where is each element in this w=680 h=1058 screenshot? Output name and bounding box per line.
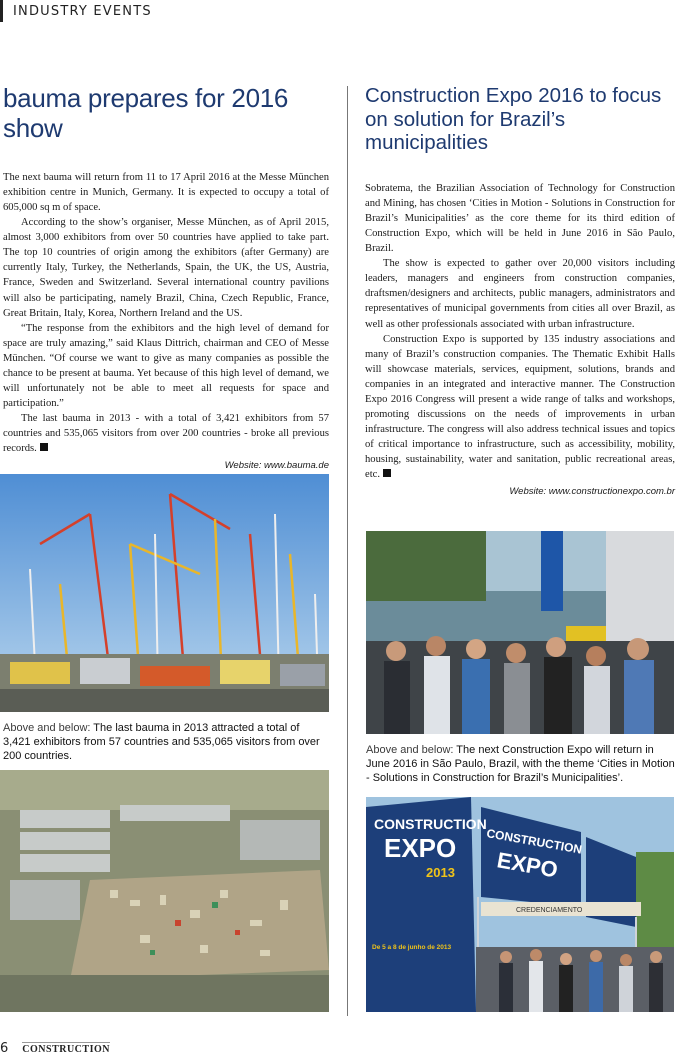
- section-tag: [0, 0, 152, 22]
- expo-website[interactable]: Website: www.constructionexpo.com.br: [509, 485, 675, 497]
- bauma-paragraph-4-text: The last bauma in 2013 - with a total of 3,421 exhibitors from 57 countries and 535,065 visitors from over 200 countries - broke all previous records.: [3, 413, 329, 455]
- bauma-body: [3, 170, 329, 457]
- expo-entrance-photo: [366, 797, 674, 1012]
- section-label: INDUSTRY EVENTS: [13, 3, 152, 19]
- expo-headline: Construction Expo 2016 to focus on solution for Brazil’s municipalities: [365, 84, 662, 155]
- expo-paragraph-1: Sobratema, the Brazilian Association of Technology for Construction and Mining, has chosen ‘Cities in Motion - Solutions in Construction for Brazil’s Municipalities’ as the core theme for its third edition of Construction Expo, which will be held in June 2016 in São Paulo, Brazil.: [365, 182, 675, 255]
- banner-word-1: CONSTRUCTION: [374, 816, 487, 832]
- bauma-paragraph-1: The next bauma will return from 11 to 17 April 2016 at the Messe München exhibition centre in Munich, Germany. It is expected to occupy a total of 605,000 sq m of space.: [3, 171, 329, 213]
- bauma-aerial-photo: [0, 770, 329, 1012]
- expo-paragraph-3: [365, 332, 675, 483]
- bauma-article: [3, 84, 329, 471]
- bauma-caption-text: The last bauma in 2013 attracted a total of 3,421 exhibitors from 57 countries and 535,065 visitors from over 200 countries.: [3, 722, 320, 762]
- end-of-article-mark: [383, 469, 391, 477]
- page-number: 6: [0, 1040, 9, 1056]
- bauma-caption-lead: Above and below:: [3, 722, 91, 734]
- expo-caption-lead: Above and below:: [366, 744, 454, 756]
- svg-text:EXPO: EXPO: [495, 847, 560, 883]
- bauma-caption: [3, 721, 329, 763]
- end-of-article-mark: [40, 443, 48, 451]
- expo-paragraph-2: The show is expected to gather over 20,000 visitors including leaders, managers and engineers from construction companies, draftsmen/designers and architects, public managers, administrators and representatives of municipal governments from cities all over Brazil, as well as other professionals associated with urban infrastructure.: [365, 258, 675, 330]
- credential-sign: CREDENCIAMENTO: [516, 907, 583, 914]
- page-footer: [0, 1038, 200, 1058]
- expo-body: [365, 181, 675, 483]
- banner-word-2: EXPO: [384, 833, 457, 863]
- section-tag-bar: [0, 0, 3, 22]
- bauma-cranes-photo: [0, 474, 329, 712]
- bauma-website[interactable]: Website: www.bauma.de: [224, 459, 329, 471]
- expo-caption-text: The next Construction Expo will return in June 2016 in São Paulo, Brazil, with the theme ‘Cities in Motion - Solutions in Construction for Brazil’s Municipalities’.: [366, 744, 675, 784]
- expo-crowd-photo: [366, 531, 674, 734]
- bauma-paragraph-4: [3, 411, 329, 456]
- expo-paragraph-3-text: Construction Expo is supported by 135 industry associations and many of Brazil’s construction companies. The Thematic Exhibit Halls will showcase materials, services, equipment, solutions, brands and companies in an integrated and interactive manner. The Construction Expo 2016 Congress will present a wide range of talks and workshops, promoting discussions on the needs of improvements in urban infrastructure. The congress will also address technical issues and topics of critical importance to infrastructure, such as accessibility, mobility, housing, sustainability, water and sanitation, public recreational areas, etc.: [365, 333, 675, 481]
- svg-text:CONSTRUCTION: CONSTRUCTION: [485, 826, 584, 857]
- bauma-paragraph-3: “The response from the exhibitors and the high level of demand for space are truly amazing,” said Klaus Dittrich, chairman and CEO of Messe München. “Of course we want to give as many companies as possible the chance to be present at bauma. Yet because of this high level of demand, we will unfortunately not be able to meet all requests for space and participation.”: [3, 322, 329, 410]
- column-divider: [347, 86, 348, 1016]
- banner-year: 2013: [426, 865, 455, 880]
- magazine-logo: CONSTRUCTION: [22, 1043, 110, 1055]
- construction-expo-article: [365, 84, 675, 497]
- bauma-headline: bauma prepares for 2016 show: [3, 83, 289, 143]
- banner-dates: De 5 a 8 de junho de 2013: [372, 944, 452, 951]
- bauma-paragraph-2: According to the show’s organiser, Messe München, as of April 2015, almost 3,000 exhibitors from over 50 countries have applied to take part. The top 10 countries of origin among the exhibitors (after Germany) are currently Italy, Turkey, the Netherlands, Spain, the UK, the US, Austria, France, Sweden and Switzerland. Several international country pavilions will also be participating, namely Brazil, China, Czech Republic, France, Great Britain, Italy, Korea, Northern Ireland and the US.: [3, 217, 329, 319]
- expo-caption: [366, 743, 676, 785]
